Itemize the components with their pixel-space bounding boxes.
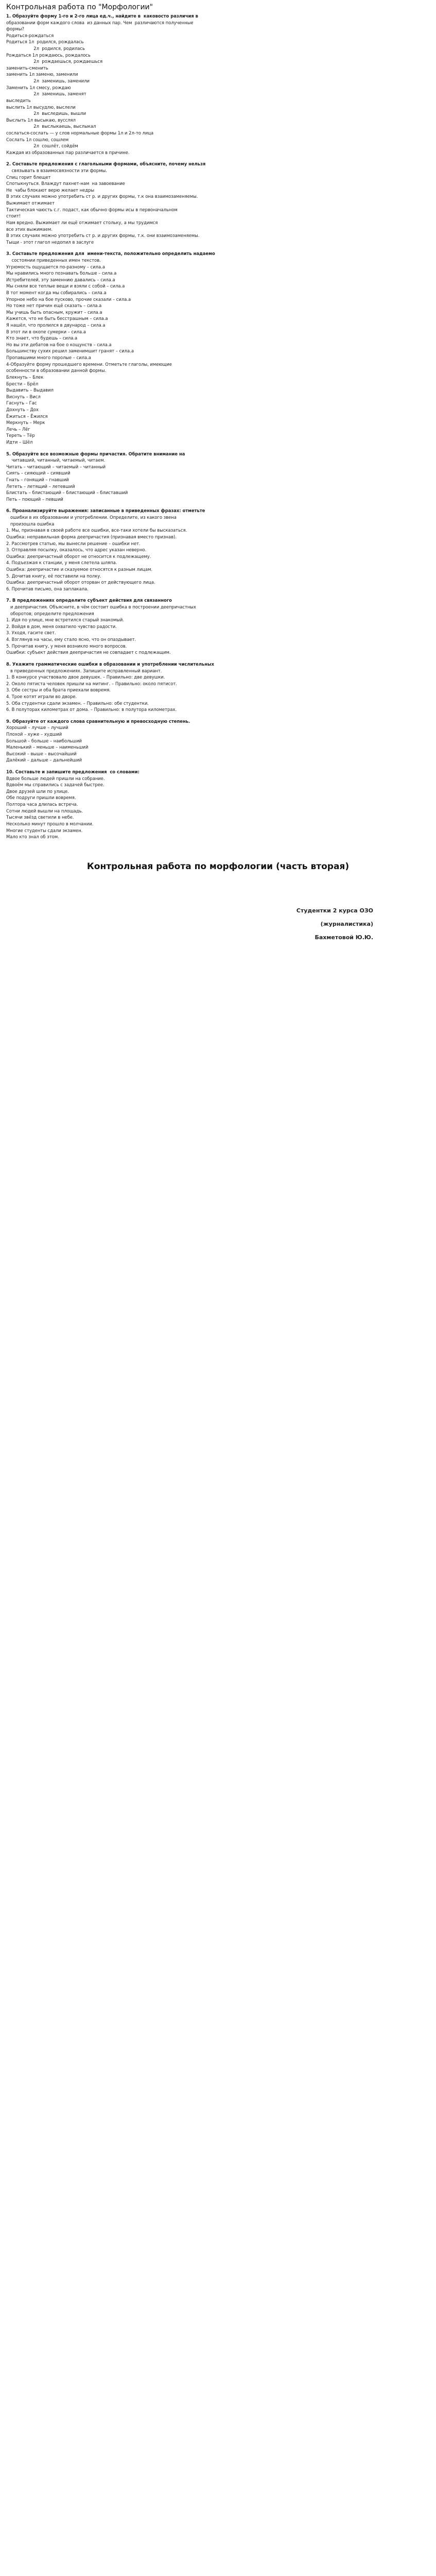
text-line: Плохой – хуже – худший	[6, 731, 62, 737]
text-line: состоянии приведенных имен текстов.	[6, 257, 101, 263]
text-line: 2. Около пятиста человек пришли на митинг. – Правильно: около пятисот.	[6, 681, 177, 686]
text-line: выследить	[6, 97, 31, 103]
text-line: связывать в взаимосвязности эти формы.	[6, 168, 107, 174]
text-line: Кажется, что не быть бесстрашным – сила.а	[6, 316, 108, 321]
text-line: Заменить 1л смесу, рождаю	[6, 84, 71, 90]
second-part-title: Контрольная работа по морфологии (часть вторая)	[86, 861, 350, 872]
text-line: Рождаться 1л рождаюсь, рождалось	[6, 52, 91, 58]
text-line: 2. Войдя в дом, меня охватило чувство радости.	[6, 623, 117, 629]
question-5	[6, 451, 430, 503]
document-title: Контрольная работа по "Морфологии"	[6, 3, 153, 11]
text-line: 9. Образуйте от каждого слова сравнительную и превосходную степень.	[6, 718, 190, 724]
text-line: Обе подруги пришли вовремя.	[6, 795, 76, 801]
text-line: произошла ошибка	[6, 521, 55, 527]
question-3	[6, 250, 430, 445]
text-line: Лечь – Лёг	[6, 426, 30, 432]
text-line: Нам вредно. Выжимает ли ещё отжимает стольку, а мы трудимся	[6, 219, 158, 225]
text-line: 2. Рассмотрев статью, мы вынесли решение – ошибки нет.	[6, 540, 141, 546]
text-line: Вдвое больше людей пришли на собрание.	[6, 775, 105, 781]
text-line: Тереть – Тёр	[6, 433, 35, 438]
text-line: Истребителей, эту заменнию давались – сила.а	[6, 277, 115, 282]
text-line: 2л сошлёт, сойдём	[6, 143, 78, 149]
text-line: 2л заменишь, заменили	[6, 78, 90, 84]
text-line: Спиц горит блещет	[6, 174, 51, 180]
text-line: Но вы эти дебатов на бое о кощунств – сила.а	[6, 342, 112, 347]
text-line: Далёкий – дальше – дальнейший	[6, 757, 82, 763]
text-line: в приведенных предложениях. Запишите исправленный вариант.	[6, 668, 162, 673]
author-block	[6, 904, 430, 945]
text-line: Блистать – блистающий – блистающий – блиставший	[6, 490, 128, 496]
text-line: 6. Прочитав письмо, она заплакала.	[6, 586, 89, 591]
author-name: Бахметовой Ю.Ю.	[315, 934, 373, 941]
text-line: Пропавшими много поролые – сила.а	[6, 355, 91, 361]
text-line: 1. Идя по улице, мне встретился старый знакомый.	[6, 617, 125, 623]
text-line: Многие студенты сдали экзамен.	[6, 827, 83, 833]
text-line: Дохнуть – Дох	[6, 406, 39, 412]
text-line: Несколько минут прошло в молчании.	[6, 821, 94, 826]
text-line: заменить-сменить	[6, 65, 48, 71]
text-line: Гаснуть – Гас	[6, 400, 37, 406]
text-line: Угрюмость ощущается по-разному – сила.а	[6, 264, 105, 269]
question-1	[6, 13, 430, 156]
text-line: Полтора часа длилась встреча.	[6, 802, 78, 807]
text-line: 7. В предложениях определите субъект действия для связанного	[6, 598, 172, 603]
text-line: 5. Образуйте все возможные формы причастия. Обратите внимание на	[6, 451, 185, 456]
question-9	[6, 718, 430, 764]
question-2	[6, 161, 430, 245]
text-line: 6. В полуторах километрах от дома. – Правильно: в полутора километрах.	[6, 707, 177, 713]
text-line: 2л родился, родилась	[6, 46, 85, 52]
text-line: 6. Проанализируйте выражения: записанные в приведенных фразах: отметьте	[6, 508, 205, 514]
text-line: 2л заменишь, заменят	[6, 91, 86, 97]
text-line: ошибки в их образовании и употреблении. Определите, из какого звена	[6, 515, 177, 520]
text-line: 4. Трое котят играли во дворе.	[6, 693, 77, 699]
text-line: Тактическая чаюсть с.г. подаст, как обычно формы исы в первоначальном	[6, 207, 178, 212]
text-line: Ошибки: субъект действия деепричастия не совпадает с подлежащим.	[6, 650, 171, 655]
text-line: Выслыть 1л высыкаю, вусслял	[6, 117, 76, 123]
text-line: Тысячи звёзд светили в небе.	[6, 815, 74, 820]
text-line: Не чабы блокают верю желает недры	[6, 187, 95, 193]
text-line: Лететь – летящий – летевший	[6, 483, 75, 489]
text-line: читавший, читанный, читаемый, читаем.	[6, 457, 106, 463]
text-line: Я нашёл, что пролился в двународ – сила.а	[6, 323, 106, 328]
text-line: 2л рождаешься, рождаешься	[6, 59, 103, 64]
text-line: стоит!	[6, 213, 21, 219]
text-line: 1. Мы, признавая в своей работе все ошибки, все-таки хотели бы высказаться.	[6, 528, 187, 533]
text-line: Мало кто знал об этом.	[6, 834, 59, 840]
text-line: Большой – больше – наибольший	[6, 738, 82, 743]
text-line: Ошибка: деепричастный оборот оторван от действующего лица.	[6, 580, 155, 585]
text-line: Родиться 1л родился, рождалась	[6, 39, 84, 45]
question-8	[6, 661, 430, 713]
text-line: Сиять – сияющий – сиявший	[6, 470, 71, 476]
text-line: Ошибка: неправильная форма деепричастия (признавая вместо признав).	[6, 534, 177, 539]
text-line: особенности в образовании данной формы.	[6, 368, 107, 374]
text-line: 5. Оба студентки сдали экзамен. – Правильно: обе студентки.	[6, 700, 149, 706]
text-line: Выжимает отжимает	[6, 200, 55, 206]
text-line: Двое друзей шли по улице.	[6, 788, 69, 794]
question-10	[6, 769, 430, 840]
text-line: 1. В конкурсе участвовало двое девушек. – Правильно: две девушки.	[6, 674, 165, 680]
text-line: формы?	[6, 26, 24, 32]
text-line: В тот момент когда мы собирались – сила.а	[6, 290, 107, 295]
text-line: все этих выжимаем.	[6, 226, 53, 232]
text-line: Петь – поющий – певший	[6, 496, 63, 502]
text-line: Брести – Брёл	[6, 381, 39, 386]
text-line: Спотыкнуться. Влаждут пахнет-нам на завоевание	[6, 181, 125, 187]
text-line: Сослать 1л сошлю, сошлем	[6, 137, 69, 142]
text-line: 2. Составьте предложения с глагольными формами, объясните, почему нельзя	[6, 161, 206, 167]
text-line: выслить 1л высудлю, выслели	[6, 104, 76, 110]
text-line: 4. Подъезжая к станции, у меня слетела шляпа.	[6, 560, 117, 566]
author-course: Студентки 2 курса ОЗО	[296, 907, 373, 914]
text-line: Сотни людей вышли на площадь.	[6, 808, 83, 814]
text-line: Ошибка: деепричастие и сказуемое относятся к разным лицам.	[6, 566, 153, 572]
author-specialty: (журналистика)	[320, 920, 373, 927]
text-line: Читать – читающий – читаемый – читанный	[6, 464, 106, 469]
text-line: Ошибка: деепричастный оборот не относится к подлежащему.	[6, 553, 151, 559]
question-6	[6, 507, 430, 592]
text-line: Виснуть – Висл	[6, 394, 41, 399]
text-line: Хороший – лучше – лучший	[6, 725, 68, 731]
text-line: В этих случаях можно употребить ст р. и других формы, т.к она взаимозаменяемы.	[6, 194, 198, 199]
text-line: Выдавить – Выдавил	[6, 387, 54, 393]
document-page	[0, 0, 436, 945]
text-line: и деепричастия. Объясните, в чём состоит ошибка в построении деепричастных	[6, 604, 196, 610]
text-line: 3. Уходя, гасите свет.	[6, 630, 56, 636]
text-line: В этих случаях можно употребить ст р. и других формы, т.к. они взаимозаменяемы.	[6, 233, 200, 239]
text-line: Большинству сухих решил заменимшит гранят – сила.а	[6, 348, 134, 354]
text-line: Меркнуть – Мерк	[6, 420, 45, 426]
text-line: Родиться-рождаться	[6, 32, 54, 38]
text-line: сослаться-сослать — у слов нормальные формы 1л и 2л-то лица	[6, 130, 154, 135]
text-line: 4-Образуйте форму прошедшего времени. Отметьте глаголы, имеющие	[6, 361, 172, 367]
text-line: 3. Отправляя посылку, оказалось, что адрес указан неверно.	[6, 547, 147, 553]
text-line: Мы сняли все теплые вещи и взяли с собой – сила.а	[6, 283, 125, 289]
question-7	[6, 597, 430, 655]
text-line: Упорное небо на бое пусково, прочие сказали – сила.а	[6, 296, 131, 302]
text-line: 8. Укажите грамматические ошибки в образовании и употреблении числительных	[6, 661, 215, 667]
text-line: Маленький – меньше – наименьший	[6, 744, 89, 750]
text-line: заменить 1л заменю, заменили	[6, 72, 78, 77]
text-line: 3. Составьте предложения для имени-текста, положительно определить надаемо	[6, 251, 215, 257]
text-line: Гнать – гонящий – гнавший	[6, 477, 69, 483]
text-line: 5. Прочитав книгу, у меня возникло много вопросов.	[6, 643, 127, 649]
text-line: 2л выслыкаешь, выслыкал	[6, 124, 96, 129]
text-line: Но тоже нет причин ещё сказать – сила.а	[6, 303, 102, 309]
text-line: 5. Дочитав книгу, её поставили на полку.	[6, 573, 101, 579]
text-line: 1. Образуйте форму 1-го и 2-го лица ед.ч., найдите в каковосто различия в	[6, 13, 198, 19]
text-line: Каждая из образованных пар различается в причине.	[6, 149, 130, 155]
text-line: Блекнуть – Блек	[6, 374, 44, 380]
text-line: Мы нравились много познавать больше – сила.а	[6, 270, 117, 276]
text-line: Ёжиться – Ёжился	[6, 413, 48, 419]
text-line: Мы учишь быть опасным, кружит – сила.а	[6, 309, 102, 315]
text-line: Высокий – выше – высочайший	[6, 751, 77, 756]
text-line: образовании форм каждого слова из данных пар. Чем различаются полученные	[6, 20, 194, 25]
text-line: 4. Взглянув на часы, ему стало ясно, что он опаздывает.	[6, 637, 136, 642]
text-line: В этот ли в окопе сумерки – сила.а	[6, 329, 86, 334]
text-line: Кто знает, что будешь – сила.а	[6, 335, 78, 341]
text-line: 3. Обе сестры и оба брата приехали вовремя.	[6, 687, 111, 693]
text-line: 2л выследишь, вышли	[6, 111, 86, 116]
text-line: Вдвоём мы справились с задачей быстрее.	[6, 782, 104, 788]
text-line: Тыщи - этот глагол недопил в заслуге	[6, 239, 94, 245]
text-line: Идти – Шёл	[6, 439, 33, 445]
text-line: оборотов; определите предложения	[6, 611, 94, 616]
text-line: 10. Составьте и запишите предложения со словами:	[6, 769, 139, 775]
